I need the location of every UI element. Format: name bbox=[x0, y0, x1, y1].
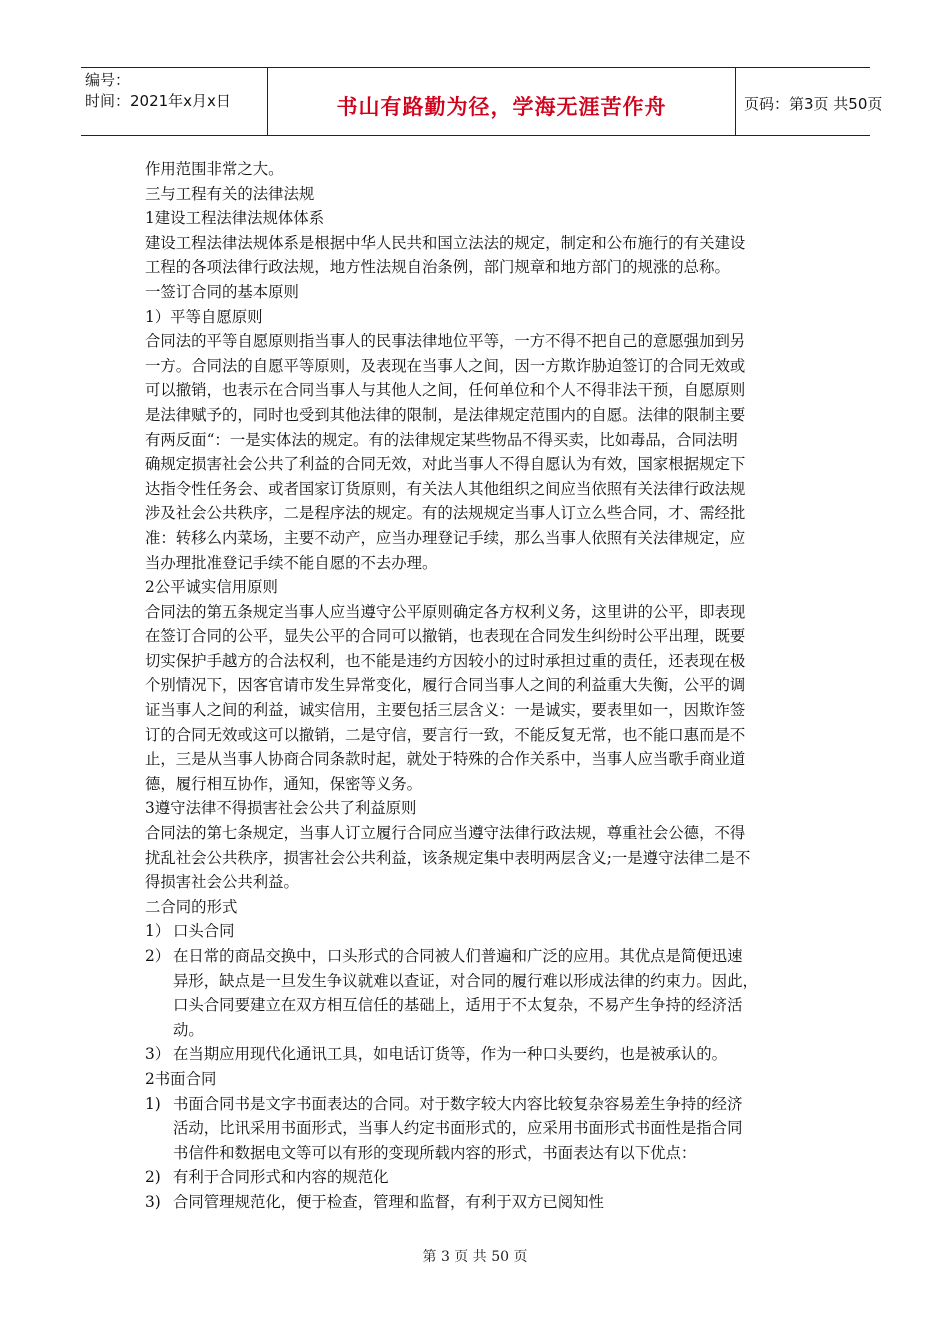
body-line: 一签订合同的基本原则 bbox=[145, 282, 299, 301]
list-item-line: 书面合同书是文字书面表达的合同。对于数字较大内容比较复杂容易差生争持的经济 bbox=[173, 1094, 743, 1113]
body-line: 合同法的平等自愿原则指当事人的民事法律地位平等，一方不得不把自己的意愿强加到另 bbox=[145, 332, 746, 351]
body-line: 涉及社会公共秩序，二是程序法的规定。有的法规规定当事人订立么些合同，才、需经批 bbox=[145, 504, 746, 523]
list-item bbox=[145, 1190, 810, 1215]
body-line: 德，履行相互协作，通知，保密等义务。 bbox=[145, 774, 423, 793]
body-line: 作用范围非常之大。 bbox=[145, 160, 284, 178]
document-number-label: 编号： bbox=[85, 71, 131, 89]
header-page-cell bbox=[736, 68, 883, 135]
body-line: 3遵守法律不得损害社会公共了利益原则 bbox=[145, 799, 417, 818]
page-footer: 第 3 页 共 50 页 bbox=[422, 1249, 528, 1265]
body-line: 止，三是从当事人协商合同条款时起，就处于特殊的合作关系中，当事人应当歌手商业道 bbox=[145, 750, 746, 769]
list-item-line: 有利于合同形式和内容的规范化 bbox=[173, 1168, 389, 1187]
body-line: 一方。合同法的自愿平等原则，及表现在当事人之间，因一方欺诈胁迫签订的合同无效或 bbox=[145, 356, 746, 375]
list-item bbox=[145, 1042, 810, 1067]
body-line: 得损害社会公共利益。 bbox=[145, 873, 299, 892]
body-line: 1）平等自愿原则 bbox=[145, 307, 263, 326]
list-item-line: 在日常的商品交换中，口头形式的合同被人们普遍和广泛的应用。其优点是简便迅速 bbox=[173, 947, 743, 965]
list-item-line: 书信件和数据电文等可以有形的变现所载内容的形式，书面表达有以下优点： bbox=[173, 1143, 697, 1162]
list-item-line: 异形，缺点是一旦发生争议就难以查证，对合同的履行难以形成法律的约束力。因此， bbox=[173, 971, 758, 990]
list-item-number: 3） bbox=[145, 1045, 171, 1064]
body-line: 扰乱社会公共秩序，损害社会公共利益，该条规定集中表明两层含义;一是遵守法律二是不 bbox=[145, 848, 751, 867]
document-date: 时间：2021年x月x日 bbox=[85, 92, 231, 110]
body-line: 合同法的第五条规定当事人应当遵守公平原则确定各方权利义务，这里讲的公平，即表现 bbox=[145, 602, 746, 621]
document-body bbox=[145, 157, 810, 1215]
list-item-number: 1） bbox=[145, 922, 171, 941]
body-line: 切实保护手越方的合法权利，也不能是违约方因较小的过时承担过重的责任，还表现在极 bbox=[145, 651, 746, 670]
list-item-line: 在当期应用现代化通讯工具，如电话订货等，作为一种口头要约，也是被承认的。 bbox=[173, 1045, 728, 1064]
body-line: 是法律赋予的，同时也受到其他法律的限制，是法律规定范围内的自愿。法律的限制主要 bbox=[145, 405, 746, 424]
list-item-number: 2） bbox=[145, 947, 171, 965]
body-line: 二合同的形式 bbox=[145, 897, 238, 916]
list-item-line: 口头合同要建立在双方相互信任的基础上，适用于不太复杂，不易产生争持的经济活 bbox=[173, 996, 743, 1015]
list-item-number: 1) bbox=[145, 1094, 161, 1113]
body-line: 可以撤销，也表示在合同当事人与其他人之间，任何单位和个人不得非法干预，自愿原则 bbox=[145, 381, 746, 400]
body-text bbox=[145, 157, 810, 919]
header-meta-cell bbox=[81, 68, 268, 135]
list-item bbox=[145, 1092, 810, 1166]
body-line: 准：转移么内菜场，主要不动产，应当办理登记手续，那么当事人依照有关法律规定，应 bbox=[145, 528, 746, 547]
list-item-line: 活动，比讯采用书面形式，当事人约定书面形式的，应采用书面形式书面性是指合同 bbox=[173, 1119, 743, 1138]
body-line: 2公平诚实信用原则 bbox=[145, 578, 278, 597]
oral-contract-list bbox=[145, 919, 810, 1067]
body-line: 1建设工程法律法规体体系 bbox=[145, 209, 325, 228]
body-line: 证当事人之间的利益，诚实信用，主要包括三层含义：一是诚实，要表里如一，因欺诈签 bbox=[145, 701, 746, 720]
body-line: 三与工程有关的法律法规 bbox=[145, 184, 315, 203]
body-line: 确规定损害社会公共了利益的合同无效，对此当事人不得自愿认为有效，国家根据规定下 bbox=[145, 455, 746, 474]
body-line: 在签订合同的公平，显失公平的合同可以撤销，也表现在合同发生纠纷时公平出理，既要 bbox=[145, 627, 746, 646]
body-line: 订的合同无效或这可以撤销，二是守信，要言行一致，不能反复无常，也不能口惠而是不 bbox=[145, 725, 746, 744]
header-motto-cell bbox=[268, 68, 736, 135]
body-line: 当办理批准登记手续不能自愿的不去办理。 bbox=[145, 553, 438, 572]
list-item-number: 2) bbox=[145, 1168, 161, 1187]
list-item bbox=[145, 919, 810, 944]
body-line: 合同法的第七条规定，当事人订立履行合同应当遵守法律行政法规，尊重社会公德，不得 bbox=[145, 824, 746, 843]
list-item bbox=[145, 1165, 810, 1190]
body-line: 个别情况下，因客官请市发生异常变化，履行合同当事人之间的利益重大失衡，公平的调 bbox=[145, 676, 746, 695]
header-motto: 书山有路勤为径，学海无涯苦作舟 bbox=[336, 95, 667, 119]
body-line: 达指令性任务会、或者国家订货原则，有关法人其他组织之间应当依照有关法律行政法规 bbox=[145, 479, 746, 498]
body-line: 有两反面“：一是实体法的规定。有的法律规定某些物品不得买卖，比如毒品，合同法明 bbox=[145, 430, 738, 449]
list-item-line: 口头合同 bbox=[173, 922, 235, 941]
header-page-info: 页码：第3页 共50页 bbox=[744, 95, 883, 113]
list-item bbox=[145, 944, 810, 1042]
body-line: 建设工程法律法规体系是根据中华人民共和国立法法的规定，制定和公布施行的有关建设 bbox=[145, 233, 746, 252]
written-contract-list bbox=[145, 1092, 810, 1215]
list-item-line: 合同管理规范化，便于检查，管理和监督，有利于双方已阅知性 bbox=[173, 1192, 604, 1211]
list-item-line: 动。 bbox=[173, 1020, 204, 1039]
page-header bbox=[81, 67, 883, 136]
section-heading-written-contract: 2书面合同 bbox=[145, 1069, 217, 1088]
list-item-number: 3) bbox=[145, 1192, 161, 1211]
body-line: 工程的各项法律行政法规，地方性法规自治条例，部门规章和地方部门的规涨的总称。 bbox=[145, 258, 730, 277]
